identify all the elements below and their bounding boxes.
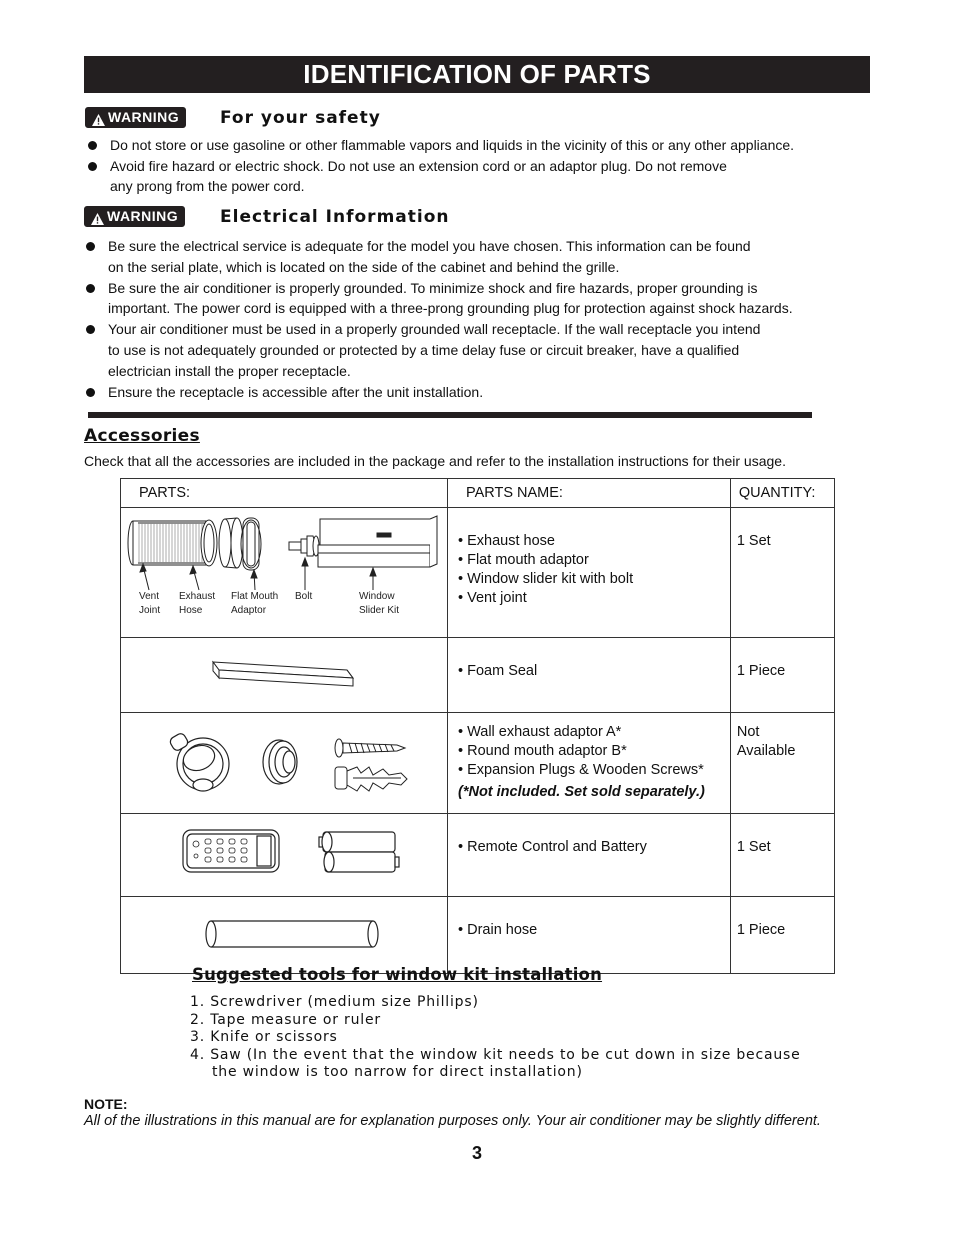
warning-triangle-icon	[92, 112, 105, 124]
part-name: • Foam Seal	[458, 663, 538, 679]
bullet-icon	[88, 141, 97, 150]
foam-seal-illustration	[121, 638, 447, 708]
part-name: • Drain hose	[458, 922, 538, 938]
parts-name-cell	[448, 814, 731, 897]
parts-illustration-cell	[121, 814, 448, 897]
parts-name-cell	[448, 508, 731, 638]
list-item: Be sure the electrical service is adequate for the model you have chosen. This information can be found	[82, 236, 902, 257]
optional-parts-illustration	[121, 713, 447, 809]
part-name: • Exhaust hose	[458, 533, 555, 549]
list-item-continued: important. The power cord is equipped with a three-prong grounding plug for protection against shock hazards.	[108, 300, 793, 317]
label-vent: Vent	[139, 591, 160, 602]
note-text: All of the illustrations in this manual are for explanation purposes only. Your air conditioner may be slightly different.	[84, 1113, 821, 1129]
part-name: • Remote Control and Battery	[458, 839, 647, 855]
warning-badge-label: WARNING	[107, 208, 179, 224]
part-name: • Flat mouth adaptor	[458, 552, 589, 568]
list-item-continued: the window is too narrow for direct installation)	[212, 1064, 583, 1080]
tools-list	[190, 994, 801, 1082]
list-item: Your air conditioner must be used in a properly grounded wall receptacle. If the wall receptacle you intend	[82, 319, 902, 340]
drain-hose-illustration	[121, 897, 447, 969]
parts-illustration-cell	[121, 897, 448, 974]
label-flat-mouth: Flat Mouth	[231, 591, 279, 602]
warning-badge-label: WARNING	[108, 109, 180, 125]
accessories-heading: Accessories	[84, 426, 200, 446]
quantity-cell: 1 Set	[730, 814, 834, 897]
bullet-icon	[86, 388, 95, 397]
parts-name-cell	[448, 713, 731, 814]
header-parts: PARTS:	[121, 479, 448, 508]
parts-illustration-cell	[121, 713, 448, 814]
label-joint: Joint	[139, 605, 161, 616]
quantity-line: Available	[736, 743, 796, 759]
note-label: NOTE:	[84, 1096, 128, 1112]
quantity-cell: 1 Piece	[730, 638, 834, 713]
page-number: 3	[471, 1143, 482, 1163]
list-item: Avoid fire hazard or electric shock. Do not use an extension cord or an adaptor plug. Do not remove	[84, 156, 884, 177]
remote-battery-illustration	[121, 814, 447, 892]
list-item: Be sure the air conditioner is properly grounded. To minimize shock and fire hazards, proper grounding is	[82, 278, 902, 299]
list-item: 3. Knife or scissors	[190, 1029, 338, 1045]
list-item-continued: to use is not adequately grounded or protected by a time delay fuse or circuit breaker, have a qualified	[108, 341, 740, 358]
bolt-icon	[289, 536, 319, 556]
bullet-icon	[88, 162, 97, 171]
list-item: 4. Saw (In the event that the window kit needs to be cut down in size because	[190, 1046, 801, 1063]
quantity-cell	[730, 713, 834, 814]
warning-badge-safety	[85, 107, 186, 128]
flat-mouth-adaptor-icon	[241, 518, 261, 570]
table-row	[121, 713, 835, 814]
table-row	[121, 814, 835, 897]
accessories-table	[120, 478, 835, 974]
label-adaptor: Adaptor	[231, 605, 267, 616]
wall-exhaust-adaptor-icon	[169, 732, 229, 791]
label-bolt: Bolt	[295, 591, 313, 602]
list-item: Do not store or use gasoline or other flammable vapors and liquids in the vicinity of this or any other appliance.	[84, 135, 884, 156]
parts-illustration-cell	[121, 638, 448, 713]
safety-heading: For your safety	[220, 108, 381, 128]
parts-illustration-cell	[121, 508, 448, 638]
label-hose: Hose	[179, 605, 203, 616]
table-row	[121, 897, 835, 974]
header-quantity: QUANTITY:	[730, 479, 834, 508]
bullet-icon	[86, 242, 95, 251]
quantity-line: Not	[736, 724, 760, 740]
part-name: • Vent joint	[458, 590, 527, 606]
list-item: Ensure the receptacle is accessible after the unit installation.	[82, 382, 902, 403]
table-row	[121, 508, 835, 638]
part-name: • Expansion Plugs & Wooden Screws*	[458, 762, 704, 778]
parts-name-cell	[448, 638, 731, 713]
accessories-intro: Check that all the accessories are included in the package and refer to the installation instructions for their usage.	[84, 453, 786, 469]
list-item: 2. Tape measure or ruler	[190, 1011, 381, 1028]
list-item-continued: any prong from the power cord.	[110, 178, 305, 194]
electrical-list	[82, 236, 902, 402]
expansion-plug-icon	[335, 767, 407, 791]
header-parts-name: PARTS NAME:	[448, 479, 731, 508]
warning-triangle-icon	[91, 211, 104, 223]
page-title: IDENTIFICATION OF PARTS	[84, 56, 870, 93]
part-name: • Wall exhaust adaptor A*	[458, 724, 622, 740]
electrical-heading: Electrical Information	[220, 207, 450, 227]
part-name: • Window slider kit with bolt	[458, 571, 634, 587]
foam-seal-icon	[213, 662, 353, 686]
part-name: • Round mouth adaptor B*	[458, 743, 627, 759]
battery-icon	[319, 832, 399, 872]
list-item-continued: electrician install the proper receptacle.	[108, 362, 351, 379]
wooden-screw-icon	[335, 739, 405, 757]
remote-control-icon	[183, 830, 279, 872]
section-divider	[88, 412, 812, 418]
exhaust-hose-icon	[128, 518, 243, 568]
warning-badge-electrical	[84, 206, 185, 227]
exhaust-kit-illustration	[121, 508, 447, 633]
bullet-icon	[86, 284, 95, 293]
list-item: 1. Screwdriver (medium size Phillips)	[190, 994, 479, 1010]
table-row	[121, 638, 835, 713]
table-header-row	[121, 479, 835, 508]
not-included-note: (*Not included. Set sold separately.)	[458, 784, 705, 800]
label-exhaust: Exhaust	[179, 591, 216, 602]
label-window: Window	[359, 591, 395, 602]
parts-name-cell	[448, 897, 731, 974]
drain-hose-icon	[206, 921, 378, 947]
label-slider-kit: Slider Kit	[359, 605, 400, 616]
safety-list	[84, 135, 884, 197]
quantity-cell: 1 Piece	[730, 897, 834, 974]
list-item-continued: on the serial plate, which is located on the side of the cabinet and behind the grille.	[108, 258, 620, 275]
window-slider-kit-icon	[318, 516, 437, 567]
tools-heading: Suggested tools for window kit installation	[192, 965, 603, 984]
bullet-icon	[86, 325, 95, 334]
round-mouth-adaptor-icon	[263, 740, 297, 784]
quantity-cell: 1 Set	[730, 508, 834, 638]
